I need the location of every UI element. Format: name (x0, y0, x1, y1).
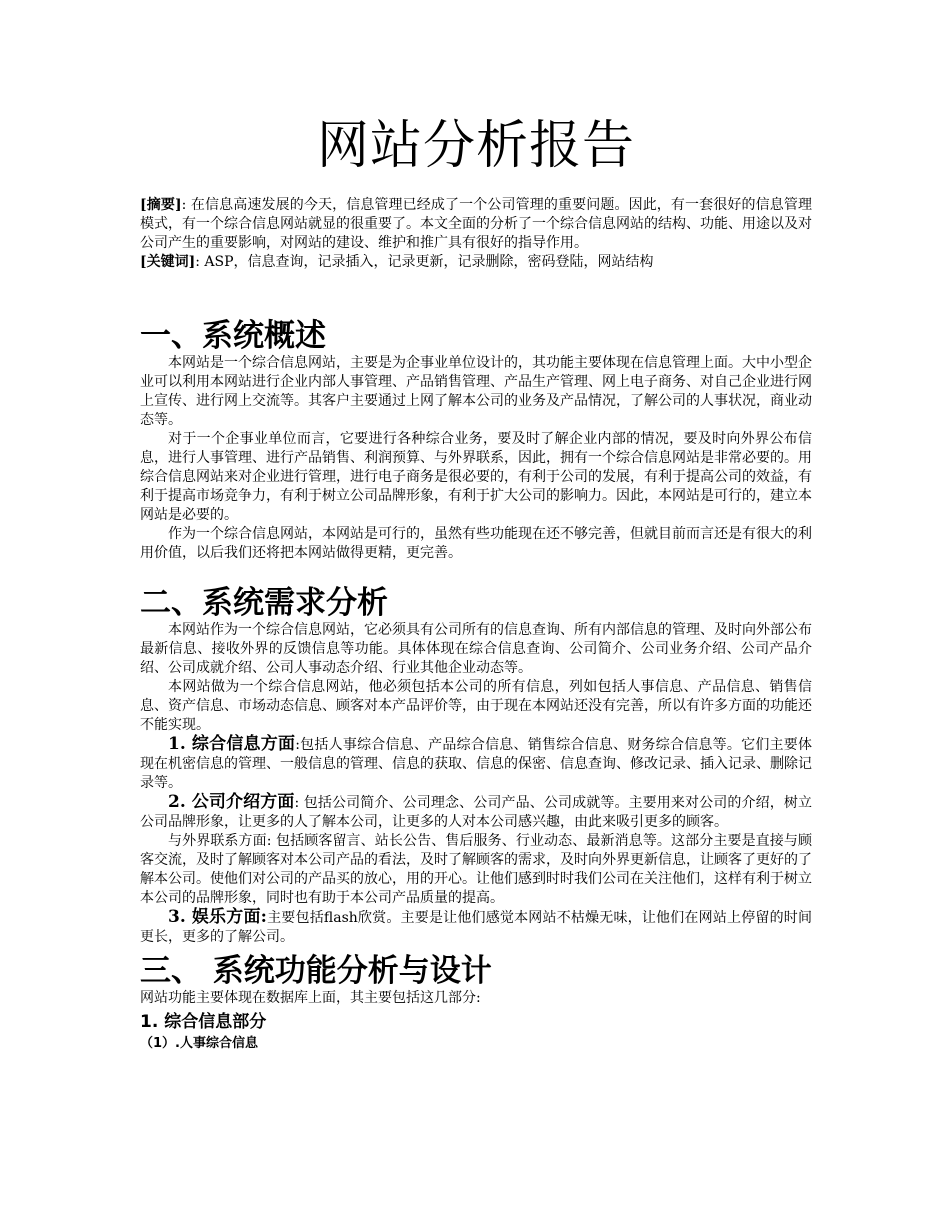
section1-paragraph-1: 本网站是一个综合信息网站，主要是为企事业单位设计的，其功能主要体现在信息管理上面。大中小型企业可以利用本网站进行企业内部人事管理、产品销售管理、产品生产管理、网上电子商务、对自己企业进行网上宣传、进行网上交流等。其客户主要通过上网了解本公司的业务及产品情况，了解公司的人事状况，商业动态等。 (140, 355, 812, 428)
keywords-label: [关键词] (140, 254, 196, 270)
item-2-text: : 包括公司简介、公司理念、公司产品、公司成就等。主要用来对公司的介绍，树立公司品牌形象，让更多的人了解本公司，让更多的人对本公司感兴趣，由此来吸引更多的顾客。 (140, 795, 812, 830)
document-title: 网站分析报告 (316, 116, 635, 176)
keywords-text: : ASP，信息查询，记录插入，记录更新，记录删除，密码登陆，网站结构 (195, 254, 654, 270)
item-3-text: 主要包括flash欣赏。主要是让他们感觉本网站不枯燥无味，让他们在网站上停留的时间更长，更多的了解公司。 (140, 910, 812, 945)
document-page (140, 110, 812, 1054)
section2-item-2 (140, 793, 812, 832)
section3-subheading-1: 1. 综合信息部分 (140, 1012, 267, 1032)
item-3-label: 3. 娱乐方面: (168, 907, 267, 927)
section1-paragraph-2: 对于一个企事业单位而言，它要进行各种综合业务，要及时了解企业内部的情况，要及时向外界公布信息，进行人事管理、进行产品销售、利润预算、与外界联系，因此，拥有一个综合信息网站是非常必要的。用综合信息网站来对企业进行管理，进行电子商务是很必要的，有利于公司的发展，有利于提高公司的效益，有利于提高市场竞争力，有利于树立公司品牌形象，有利于扩大公司的影响力。因此，本网站是可行的，建立本网站是必要的。 (140, 431, 812, 523)
section3-heading: 三、 系统功能分析与设计 (140, 953, 492, 989)
abstract (140, 196, 812, 253)
section2-item-1 (140, 735, 812, 793)
keywords (140, 253, 812, 272)
item-1-text: :包括人事综合信息、产品综合信息、销售综合信息、财务综合信息等。它们主要体现在机密信息的管理、一般信息的管理、信息的获取、信息的保密、信息查询、修改记录、插入记录、删除记录等。 (140, 737, 812, 791)
item-1-label: 1. 综合信息方面 (168, 734, 296, 754)
section2-external-contact: 与外界联系方面: 包括顾客留言、站长公告、售后服务、行业动态、最新消息等。这部分主要是直接与顾客交流，及时了解顾客对本公司产品的看法，及时了解顾客的需求，及时向外界更新信息，让顾客了更好的了解本公司。使他们对公司的产品买的放心，用的开心。让他们感到时时我们公司在关注他们，这样有利于树立本公司的品牌形象，同时也有助于本公司产品质量的提高。 (140, 833, 812, 906)
section2-paragraph-2: 本网站做为一个综合信息网站，他必须包括本公司的所有信息，列如包括人事信息、产品信息、销售信息、资产信息、市场动态信息、顾客对本产品评价等，由于现在本网站还没有完善，所以有许多方面的功能还不能实现。 (140, 679, 812, 733)
section3-subheading-1-1: （1）.人事综合信息 (140, 1036, 258, 1051)
section2-paragraph-1: 本网站作为一个综合信息网站，它必须具有公司所有的信息查询、所有内部信息的管理、及时向外部公布最新信息、接收外界的反馈信息等功能。具体体现在综合信息查询、公司简介、公司业务介绍、公司产品介绍、公司成就介绍、公司人事动态介绍、行业其他企业动态等。 (140, 622, 812, 676)
abstract-text: : 在信息高速发展的今天，信息管理已经成了一个公司管理的重要问题。因此，有一套很好的信息管理模式，有一个综合信息网站就显的很重要了。本文全面的分析了一个综合信息网站的结构、功能、用途以及对公司产生的重要影响，对网站的建设、维护和推广具有很好的指导作用。 (140, 197, 812, 251)
section1-paragraph-3: 作为一个综合信息网站，本网站是可行的，虽然有些功能现在还不够完善，但就目前而言还是有很大的利用价值，以后我们还将把本网站做得更精，更完善。 (140, 526, 812, 561)
section2-item-3 (140, 908, 812, 947)
abstract-label: [摘要] (140, 197, 182, 213)
item-2-label: 2. 公司介绍方面 (168, 792, 295, 812)
section1-heading: 一、系统概述 (140, 318, 326, 354)
section2-heading: 二、系统需求分析 (140, 585, 388, 621)
section3-intro: 网站功能主要体现在数据库上面，其主要包括这几部分: (140, 990, 481, 1006)
